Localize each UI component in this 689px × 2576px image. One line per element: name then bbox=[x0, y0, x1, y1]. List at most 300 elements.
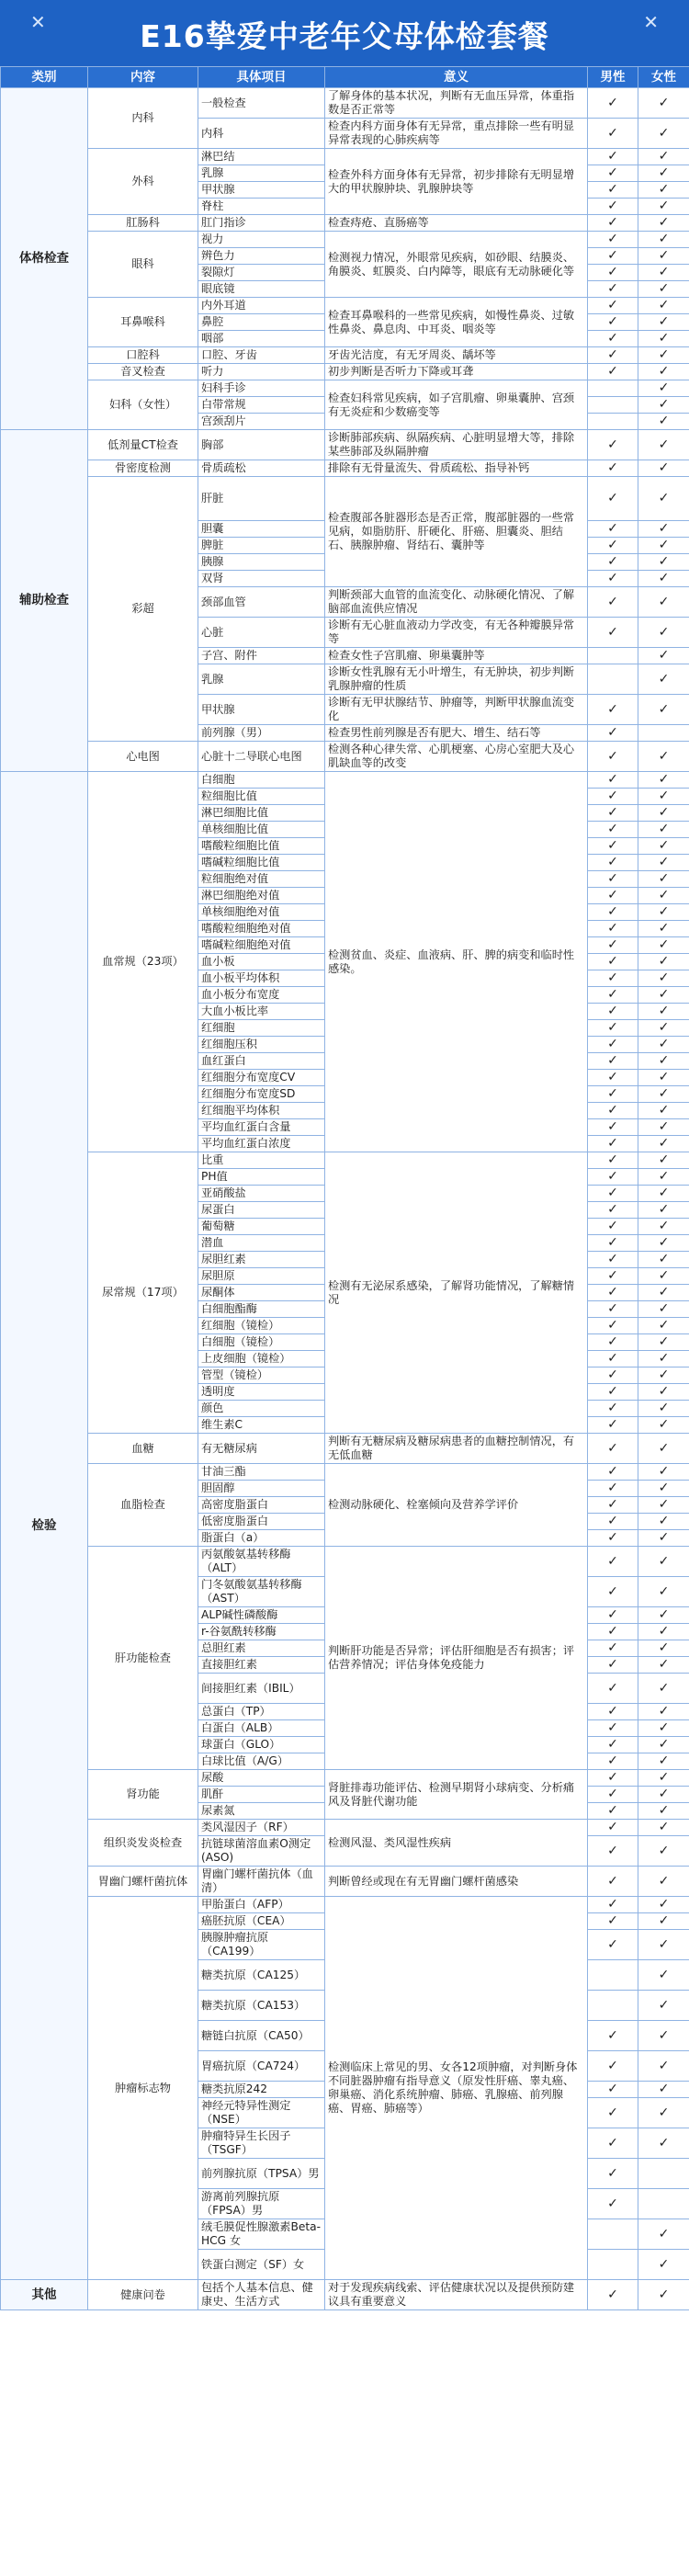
male-check-icon: ✓ bbox=[588, 937, 638, 954]
item-cell: 尿蛋白 bbox=[198, 1202, 325, 1219]
male-check-icon bbox=[588, 380, 638, 397]
female-check-icon: ✓ bbox=[638, 397, 689, 414]
meaning-cell: 检查女性子宫肌瘤、卵巢囊肿等 bbox=[325, 648, 588, 664]
female-check-icon: ✓ bbox=[638, 1037, 689, 1053]
male-check-icon: ✓ bbox=[588, 618, 638, 648]
content-cell: 外科 bbox=[88, 149, 198, 215]
meaning-cell: 检查腹部各脏器形态是否正常，腹部脏器的一些常见病，如脂肪肝、肝硬化、肝癌、胆囊炎、胆结石、胰腺肿瘤、肾结石、囊肿等 bbox=[325, 477, 588, 587]
female-check-icon: ✓ bbox=[638, 1960, 689, 1991]
table-body bbox=[1, 88, 689, 2310]
female-check-icon: ✓ bbox=[638, 380, 689, 397]
male-check-icon: ✓ bbox=[588, 1737, 638, 1753]
male-check-icon: ✓ bbox=[588, 1301, 638, 1318]
female-check-icon: ✓ bbox=[638, 1991, 689, 2021]
female-check-icon: ✓ bbox=[638, 571, 689, 587]
item-cell: 视力 bbox=[198, 232, 325, 248]
male-check-icon: ✓ bbox=[588, 1334, 638, 1351]
female-check-icon: ✓ bbox=[638, 1497, 689, 1514]
item-cell: 抗链球菌溶血素O测定(ASO) bbox=[198, 1836, 325, 1867]
male-check-icon: ✓ bbox=[588, 554, 638, 571]
female-check-icon: ✓ bbox=[638, 2021, 689, 2051]
table-row bbox=[1, 232, 689, 248]
table-row bbox=[1, 364, 689, 380]
female-check-icon: ✓ bbox=[638, 1351, 689, 1367]
male-check-icon: ✓ bbox=[588, 1037, 638, 1053]
male-check-icon bbox=[588, 414, 638, 430]
item-cell: r-谷氨酰转移酶 bbox=[198, 1624, 325, 1640]
female-check-icon: ✓ bbox=[638, 1285, 689, 1301]
table-row bbox=[1, 215, 689, 232]
female-check-icon: ✓ bbox=[638, 88, 689, 119]
male-check-icon: ✓ bbox=[588, 1318, 638, 1334]
male-check-icon: ✓ bbox=[588, 1770, 638, 1787]
female-check-icon: ✓ bbox=[638, 1169, 689, 1186]
table-row bbox=[1, 347, 689, 364]
category-cell: 检验 bbox=[1, 772, 88, 2280]
column-header: 类别 bbox=[1, 67, 88, 88]
female-check-icon: ✓ bbox=[638, 1417, 689, 1434]
female-check-icon: ✓ bbox=[638, 822, 689, 838]
female-check-icon: ✓ bbox=[638, 430, 689, 460]
female-check-icon: ✓ bbox=[638, 987, 689, 1004]
item-cell: ALP碱性磷酸酶 bbox=[198, 1607, 325, 1624]
meaning-cell: 检查痔疮、直肠癌等 bbox=[325, 215, 588, 232]
table-row bbox=[1, 380, 689, 397]
male-check-icon: ✓ bbox=[588, 1481, 638, 1497]
female-check-icon: ✓ bbox=[638, 2051, 689, 2082]
meaning-cell: 诊断女性乳腺有无小叶增生，有无肿块，初步判断乳腺肿瘤的性质 bbox=[325, 664, 588, 695]
meaning-cell: 检查内科方面身体有无异常，重点排除一些有明显异常表现的心肺疾病等 bbox=[325, 119, 588, 149]
item-cell: 比重 bbox=[198, 1152, 325, 1169]
male-check-icon: ✓ bbox=[588, 1930, 638, 1960]
male-check-icon: ✓ bbox=[588, 1514, 638, 1530]
item-cell: 嗜酸粒细胞比值 bbox=[198, 838, 325, 855]
male-check-icon: ✓ bbox=[588, 314, 638, 331]
item-cell: 糖类抗原（CA125） bbox=[198, 1960, 325, 1991]
table-row bbox=[1, 1464, 689, 1481]
male-check-icon: ✓ bbox=[588, 1103, 638, 1119]
meaning-cell: 检测临床上常见的男、女各12项肿瘤，对判断身体不同脏器肿瘤有指导意义（原发性肝癌、睾丸癌、卵巢癌、消化系统肿瘤、肺癌、乳腺癌、前列腺癌、胃癌、肺癌等） bbox=[325, 1897, 588, 2280]
item-cell: 红细胞平均体积 bbox=[198, 1103, 325, 1119]
item-cell: 胸部 bbox=[198, 430, 325, 460]
item-cell: 类风湿因子（RF） bbox=[198, 1820, 325, 1836]
item-cell: 直接胆红素 bbox=[198, 1657, 325, 1674]
female-check-icon: ✓ bbox=[638, 414, 689, 430]
male-check-icon: ✓ bbox=[588, 1235, 638, 1252]
female-check-icon bbox=[638, 2189, 689, 2219]
male-check-icon: ✓ bbox=[588, 1607, 638, 1624]
male-check-icon: ✓ bbox=[588, 725, 638, 742]
close-icon: ✕ bbox=[30, 11, 46, 33]
male-check-icon: ✓ bbox=[588, 1252, 638, 1268]
item-cell: 肿瘤特异生长因子（TSGF） bbox=[198, 2128, 325, 2159]
item-cell: 红细胞（镜检） bbox=[198, 1318, 325, 1334]
item-cell: 眼底镜 bbox=[198, 281, 325, 298]
female-check-icon: ✓ bbox=[638, 1753, 689, 1770]
meaning-cell: 判断肝功能是否异常；评估肝细胞是否有损害；评估营养情况；评估身体免疫能力 bbox=[325, 1547, 588, 1770]
item-cell: 尿素氮 bbox=[198, 1803, 325, 1820]
item-cell: 白细胞 bbox=[198, 772, 325, 789]
male-check-icon: ✓ bbox=[588, 1753, 638, 1770]
column-header: 男性 bbox=[588, 67, 638, 88]
meaning-cell: 诊断有无心脏血液动力学改变，有无各种瓣膜异常等 bbox=[325, 618, 588, 648]
item-cell: PH值 bbox=[198, 1169, 325, 1186]
item-cell: 球蛋白（GLO） bbox=[198, 1737, 325, 1753]
female-check-icon: ✓ bbox=[638, 855, 689, 871]
content-cell: 健康问卷 bbox=[88, 2280, 198, 2310]
female-check-icon: ✓ bbox=[638, 1301, 689, 1318]
item-cell: 一般检查 bbox=[198, 88, 325, 119]
male-check-icon: ✓ bbox=[588, 1285, 638, 1301]
male-check-icon: ✓ bbox=[588, 2159, 638, 2189]
female-check-icon: ✓ bbox=[638, 1737, 689, 1753]
male-check-icon: ✓ bbox=[588, 1530, 638, 1547]
female-check-icon: ✓ bbox=[638, 2128, 689, 2159]
female-check-icon: ✓ bbox=[638, 1464, 689, 1481]
item-cell: 胰腺肿瘤抗原（CA199） bbox=[198, 1930, 325, 1960]
male-check-icon: ✓ bbox=[588, 1624, 638, 1640]
meaning-cell: 判断曾经或现在有无胃幽门螺杆菌感染 bbox=[325, 1867, 588, 1897]
male-check-icon: ✓ bbox=[588, 88, 638, 119]
male-check-icon: ✓ bbox=[588, 587, 638, 618]
female-check-icon: ✓ bbox=[638, 1913, 689, 1930]
female-check-icon: ✓ bbox=[638, 1930, 689, 1960]
male-check-icon: ✓ bbox=[588, 1004, 638, 1020]
male-check-icon: ✓ bbox=[588, 904, 638, 921]
female-check-icon: ✓ bbox=[638, 521, 689, 538]
meaning-cell: 牙齿光洁度，有无牙周炎、龋坏等 bbox=[325, 347, 588, 364]
content-cell: 肿瘤标志物 bbox=[88, 1897, 198, 2280]
male-check-icon: ✓ bbox=[588, 695, 638, 725]
table-row bbox=[1, 742, 689, 772]
female-check-icon: ✓ bbox=[638, 538, 689, 554]
item-cell: 胃幽门螺杆菌抗体（血清） bbox=[198, 1867, 325, 1897]
female-check-icon: ✓ bbox=[638, 742, 689, 772]
content-cell: 骨密度检测 bbox=[88, 460, 198, 477]
male-check-icon: ✓ bbox=[588, 2189, 638, 2219]
female-check-icon: ✓ bbox=[638, 1607, 689, 1624]
content-cell: 耳鼻喉科 bbox=[88, 298, 198, 347]
female-check-icon: ✓ bbox=[638, 1334, 689, 1351]
content-cell: 彩超 bbox=[88, 477, 198, 742]
item-cell: 糖类抗原242 bbox=[198, 2082, 325, 2098]
male-check-icon: ✓ bbox=[588, 1119, 638, 1136]
title-bar bbox=[0, 0, 689, 66]
female-check-icon: ✓ bbox=[638, 937, 689, 954]
female-check-icon: ✓ bbox=[638, 1384, 689, 1401]
item-cell: 单核细胞绝对值 bbox=[198, 904, 325, 921]
item-cell: 白蛋白（ALB） bbox=[198, 1720, 325, 1737]
meaning-cell: 检测有无泌尿系感染，了解肾功能情况，了解糖情况 bbox=[325, 1152, 588, 1434]
male-check-icon: ✓ bbox=[588, 822, 638, 838]
male-check-icon: ✓ bbox=[588, 1913, 638, 1930]
content-cell: 血糖 bbox=[88, 1434, 198, 1464]
content-cell: 妇科（女性） bbox=[88, 380, 198, 430]
item-cell: 糖类抗原（CA153） bbox=[198, 1991, 325, 2021]
male-check-icon: ✓ bbox=[588, 182, 638, 199]
male-check-icon: ✓ bbox=[588, 987, 638, 1004]
exam-table bbox=[0, 66, 689, 2310]
item-cell: 颈部血管 bbox=[198, 587, 325, 618]
item-cell: 肝脏 bbox=[198, 477, 325, 521]
female-check-icon: ✓ bbox=[638, 904, 689, 921]
female-check-icon: ✓ bbox=[638, 648, 689, 664]
male-check-icon: ✓ bbox=[588, 2082, 638, 2098]
item-cell: 听力 bbox=[198, 364, 325, 380]
male-check-icon: ✓ bbox=[588, 199, 638, 215]
item-cell: 鼻腔 bbox=[198, 314, 325, 331]
item-cell: 前列腺（男） bbox=[198, 725, 325, 742]
category-cell: 体格检查 bbox=[1, 88, 88, 430]
page-title: E16挚爱中老年父母体检套餐 bbox=[140, 18, 549, 54]
item-cell: 甲状腺 bbox=[198, 182, 325, 199]
item-cell: 尿胆红素 bbox=[198, 1252, 325, 1268]
female-check-icon bbox=[638, 2159, 689, 2189]
female-check-icon: ✓ bbox=[638, 1401, 689, 1417]
item-cell: 宫颈刮片 bbox=[198, 414, 325, 430]
item-cell: 白细胞（镜检） bbox=[198, 1334, 325, 1351]
content-cell: 内科 bbox=[88, 88, 198, 149]
female-check-icon: ✓ bbox=[638, 347, 689, 364]
meaning-cell: 检测视力情况，外眼常见疾病，如砂眼、结膜炎、角膜炎、虹膜炎、白内障等，眼底有无动脉硬化等 bbox=[325, 232, 588, 298]
item-cell: 平均血红蛋白浓度 bbox=[198, 1136, 325, 1152]
female-check-icon: ✓ bbox=[638, 298, 689, 314]
item-cell: 子宫、附件 bbox=[198, 648, 325, 664]
female-check-icon: ✓ bbox=[638, 1481, 689, 1497]
item-cell: 胆囊 bbox=[198, 521, 325, 538]
female-check-icon: ✓ bbox=[638, 2098, 689, 2128]
meaning-cell: 检查男性前列腺是否有肥大、增生、结石等 bbox=[325, 725, 588, 742]
item-cell: 平均血红蛋白含量 bbox=[198, 1119, 325, 1136]
male-check-icon: ✓ bbox=[588, 921, 638, 937]
male-check-icon bbox=[588, 664, 638, 695]
male-check-icon: ✓ bbox=[588, 1820, 638, 1836]
male-check-icon: ✓ bbox=[588, 1219, 638, 1235]
item-cell: 游离前列腺抗原（FPSA）男 bbox=[198, 2189, 325, 2219]
male-check-icon: ✓ bbox=[588, 1434, 638, 1464]
item-cell: 脾脏 bbox=[198, 538, 325, 554]
meaning-cell: 诊断肺部疾病、纵隔疾病、心脏明显增大等，排除某些肺部及纵隔肿瘤 bbox=[325, 430, 588, 460]
item-cell: 肛门指诊 bbox=[198, 215, 325, 232]
item-cell: 乳腺 bbox=[198, 664, 325, 695]
item-cell: 嗜酸粒细胞绝对值 bbox=[198, 921, 325, 937]
male-check-icon: ✓ bbox=[588, 805, 638, 822]
male-check-icon: ✓ bbox=[588, 364, 638, 380]
table-row bbox=[1, 1434, 689, 1464]
male-check-icon: ✓ bbox=[588, 970, 638, 987]
item-cell: 红细胞 bbox=[198, 1020, 325, 1037]
male-check-icon: ✓ bbox=[588, 1086, 638, 1103]
female-check-icon: ✓ bbox=[638, 477, 689, 521]
male-check-icon: ✓ bbox=[588, 1136, 638, 1152]
male-check-icon: ✓ bbox=[588, 1152, 638, 1169]
male-check-icon bbox=[588, 397, 638, 414]
male-check-icon: ✓ bbox=[588, 1053, 638, 1070]
meaning-cell: 诊断有无甲状腺结节、肿瘤等，判断甲状腺血流变化 bbox=[325, 695, 588, 725]
male-check-icon: ✓ bbox=[588, 119, 638, 149]
female-check-icon: ✓ bbox=[638, 1318, 689, 1334]
content-cell: 肾功能 bbox=[88, 1770, 198, 1820]
category-cell: 辅助检查 bbox=[1, 430, 88, 772]
male-check-icon: ✓ bbox=[588, 1384, 638, 1401]
item-cell: 门冬氨酸氨基转移酶（AST） bbox=[198, 1577, 325, 1607]
female-check-icon: ✓ bbox=[638, 199, 689, 215]
item-cell: 心脏 bbox=[198, 618, 325, 648]
item-cell: 内外耳道 bbox=[198, 298, 325, 314]
female-check-icon: ✓ bbox=[638, 1086, 689, 1103]
female-check-icon: ✓ bbox=[638, 1803, 689, 1820]
male-check-icon bbox=[588, 1991, 638, 2021]
item-cell: 辨色力 bbox=[198, 248, 325, 265]
meaning-cell: 检查耳鼻喉科的一些常见疾病，如慢性鼻炎、过敏性鼻炎、鼻息肉、中耳炎、咽炎等 bbox=[325, 298, 588, 347]
female-check-icon: ✓ bbox=[638, 554, 689, 571]
item-cell: 红细胞分布宽度CV bbox=[198, 1070, 325, 1086]
item-cell: 咽部 bbox=[198, 331, 325, 347]
content-cell: 低剂量CT检查 bbox=[88, 430, 198, 460]
female-check-icon: ✓ bbox=[638, 1070, 689, 1086]
meaning-cell: 排除有无骨量流失、骨质疏松、指导补钙 bbox=[325, 460, 588, 477]
female-check-icon: ✓ bbox=[638, 1704, 689, 1720]
female-check-icon: ✓ bbox=[638, 1624, 689, 1640]
female-check-icon: ✓ bbox=[638, 1720, 689, 1737]
male-check-icon: ✓ bbox=[588, 165, 638, 182]
item-cell: 胰腺 bbox=[198, 554, 325, 571]
item-cell: 双肾 bbox=[198, 571, 325, 587]
content-cell: 肛肠科 bbox=[88, 215, 198, 232]
item-cell: 裂隙灯 bbox=[198, 265, 325, 281]
male-check-icon: ✓ bbox=[588, 347, 638, 364]
female-check-icon: ✓ bbox=[638, 695, 689, 725]
male-check-icon: ✓ bbox=[588, 1186, 638, 1202]
item-cell: 低密度脂蛋白 bbox=[198, 1514, 325, 1530]
male-check-icon: ✓ bbox=[588, 331, 638, 347]
item-cell: 绒毛膜促性腺激素Beta-HCG 女 bbox=[198, 2219, 325, 2250]
female-check-icon: ✓ bbox=[638, 772, 689, 789]
male-check-icon: ✓ bbox=[588, 265, 638, 281]
item-cell: 脊柱 bbox=[198, 199, 325, 215]
female-check-icon: ✓ bbox=[638, 1020, 689, 1037]
female-check-icon: ✓ bbox=[638, 838, 689, 855]
content-cell: 胃幽门螺杆菌抗体 bbox=[88, 1867, 198, 1897]
item-cell: 胆固醇 bbox=[198, 1481, 325, 1497]
female-check-icon: ✓ bbox=[638, 232, 689, 248]
male-check-icon: ✓ bbox=[588, 477, 638, 521]
item-cell: 上皮细胞（镜检） bbox=[198, 1351, 325, 1367]
female-check-icon: ✓ bbox=[638, 618, 689, 648]
male-check-icon: ✓ bbox=[588, 298, 638, 314]
female-check-icon: ✓ bbox=[638, 871, 689, 888]
male-check-icon: ✓ bbox=[588, 2280, 638, 2310]
female-check-icon: ✓ bbox=[638, 1252, 689, 1268]
female-check-icon: ✓ bbox=[638, 165, 689, 182]
content-cell: 眼科 bbox=[88, 232, 198, 298]
male-check-icon: ✓ bbox=[588, 838, 638, 855]
item-cell: 红细胞压积 bbox=[198, 1037, 325, 1053]
female-check-icon: ✓ bbox=[638, 1004, 689, 1020]
female-check-icon: ✓ bbox=[638, 215, 689, 232]
table-row bbox=[1, 772, 689, 789]
item-cell: 单核细胞比值 bbox=[198, 822, 325, 838]
male-check-icon: ✓ bbox=[588, 888, 638, 904]
female-check-icon: ✓ bbox=[638, 1219, 689, 1235]
meaning-cell: 检测各种心律失常、心肌梗塞、心房心室肥大及心肌缺血等的改变 bbox=[325, 742, 588, 772]
male-check-icon: ✓ bbox=[588, 1367, 638, 1384]
item-cell: 甲状腺 bbox=[198, 695, 325, 725]
male-check-icon: ✓ bbox=[588, 1674, 638, 1704]
female-check-icon: ✓ bbox=[638, 921, 689, 937]
table-row bbox=[1, 298, 689, 314]
item-cell: 癌胚抗原（CEA） bbox=[198, 1913, 325, 1930]
item-cell: 前列腺抗原（TPSA）男 bbox=[198, 2159, 325, 2189]
male-check-icon: ✓ bbox=[588, 1351, 638, 1367]
item-cell: 维生素C bbox=[198, 1417, 325, 1434]
female-check-icon: ✓ bbox=[638, 2219, 689, 2250]
item-cell: 淋巴结 bbox=[198, 149, 325, 165]
female-check-icon: ✓ bbox=[638, 1103, 689, 1119]
item-cell: 亚硝酸盐 bbox=[198, 1186, 325, 1202]
meaning-cell: 检查妇科常见疾病，如子宫肌瘤、卵巢囊肿、宫颈有无炎症和少数癌变等 bbox=[325, 380, 588, 430]
table-row bbox=[1, 430, 689, 460]
female-check-icon: ✓ bbox=[638, 1053, 689, 1070]
female-check-icon: ✓ bbox=[638, 1836, 689, 1867]
item-cell: 高密度脂蛋白 bbox=[198, 1497, 325, 1514]
male-check-icon: ✓ bbox=[588, 1577, 638, 1607]
male-check-icon: ✓ bbox=[588, 871, 638, 888]
item-cell: 有无糖尿病 bbox=[198, 1434, 325, 1464]
item-cell: 白带常规 bbox=[198, 397, 325, 414]
item-cell: 口腔、牙齿 bbox=[198, 347, 325, 364]
male-check-icon: ✓ bbox=[588, 1020, 638, 1037]
item-cell: 红细胞分布宽度SD bbox=[198, 1086, 325, 1103]
female-check-icon: ✓ bbox=[638, 970, 689, 987]
female-check-icon: ✓ bbox=[638, 182, 689, 199]
male-check-icon: ✓ bbox=[588, 571, 638, 587]
female-check-icon: ✓ bbox=[638, 265, 689, 281]
item-cell: 铁蛋白测定（SF）女 bbox=[198, 2250, 325, 2280]
meaning-cell: 了解身体的基本状况，判断有无血压异常，体重指数是否正常等 bbox=[325, 88, 588, 119]
meaning-cell: 判断有无糖尿病及糖尿病患者的血糖控制情况，有无低血糖 bbox=[325, 1434, 588, 1464]
female-check-icon: ✓ bbox=[638, 149, 689, 165]
male-check-icon: ✓ bbox=[588, 742, 638, 772]
female-check-icon: ✓ bbox=[638, 1367, 689, 1384]
male-check-icon bbox=[588, 1960, 638, 1991]
female-check-icon: ✓ bbox=[638, 1235, 689, 1252]
male-check-icon: ✓ bbox=[588, 1657, 638, 1674]
male-check-icon: ✓ bbox=[588, 2098, 638, 2128]
female-check-icon: ✓ bbox=[638, 119, 689, 149]
male-check-icon: ✓ bbox=[588, 1497, 638, 1514]
item-cell: 嗜碱粒细胞绝对值 bbox=[198, 937, 325, 954]
female-check-icon: ✓ bbox=[638, 1770, 689, 1787]
item-cell: 大血小板比率 bbox=[198, 1004, 325, 1020]
item-cell: 透明度 bbox=[198, 1384, 325, 1401]
item-cell: 糖链白抗原（CA50） bbox=[198, 2021, 325, 2051]
female-check-icon: ✓ bbox=[638, 314, 689, 331]
item-cell: 血小板 bbox=[198, 954, 325, 970]
female-check-icon: ✓ bbox=[638, 1136, 689, 1152]
item-cell: 间接胆红素（IBIL） bbox=[198, 1674, 325, 1704]
column-header: 具体项目 bbox=[198, 67, 325, 88]
table-row bbox=[1, 1897, 689, 1913]
meaning-cell: 检查外科方面身体有无异常，初步排除有无明显增大的甲状腺肿块、乳腺肿块等 bbox=[325, 149, 588, 215]
male-check-icon: ✓ bbox=[588, 248, 638, 265]
female-check-icon: ✓ bbox=[638, 1577, 689, 1607]
female-check-icon bbox=[638, 725, 689, 742]
female-check-icon: ✓ bbox=[638, 1119, 689, 1136]
male-check-icon: ✓ bbox=[588, 430, 638, 460]
female-check-icon: ✓ bbox=[638, 281, 689, 298]
item-cell: 嗜碱粒细胞比值 bbox=[198, 855, 325, 871]
